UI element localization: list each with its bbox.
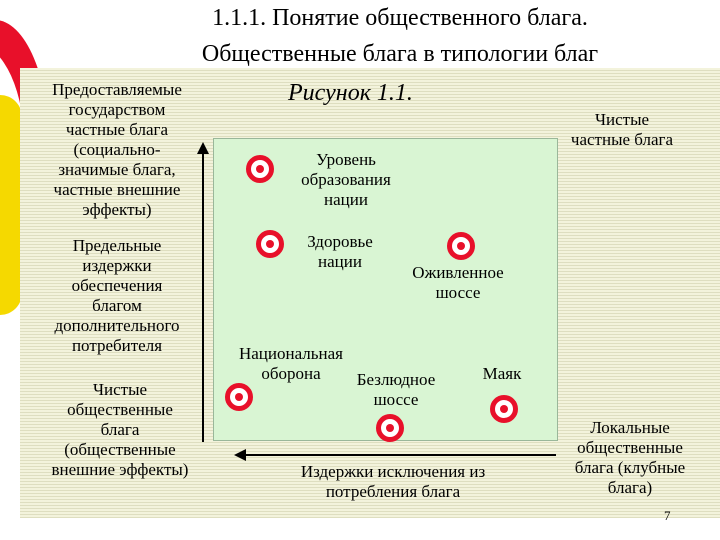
label-line: нации xyxy=(318,252,362,271)
label-line: потребления блага xyxy=(325,482,461,501)
label-line: обеспечения xyxy=(71,276,163,295)
label-line: Чистые xyxy=(594,110,650,129)
label-line: (общественные xyxy=(64,440,176,459)
label-line: нации xyxy=(324,190,368,209)
label-line: Предельные xyxy=(72,236,162,255)
label-line: Издержки исключения из xyxy=(300,462,486,481)
label-line: Уровень xyxy=(316,150,376,169)
label-line: шоссе xyxy=(373,390,419,409)
label-line: шоссе xyxy=(435,283,481,302)
label-line: (социально- xyxy=(73,140,161,159)
slide-title-line2: Общественные блага в типологии благ xyxy=(201,41,599,67)
label-line: государством xyxy=(68,100,166,119)
label-line: общественные xyxy=(577,438,683,457)
label-line: частные блага xyxy=(570,130,674,149)
label-line: Оживленное xyxy=(412,263,504,282)
x-axis-arrowhead xyxy=(234,449,246,461)
label-line: частные внешние xyxy=(53,180,181,199)
label-line: блага (клубные xyxy=(574,458,686,477)
label-line: Предоставляемые xyxy=(52,80,182,99)
label-line: благом xyxy=(92,296,142,315)
label-line: издержки xyxy=(82,256,152,275)
label-line: потребителя xyxy=(71,336,163,355)
label-line: блага) xyxy=(607,478,653,497)
label-line: частные блага xyxy=(65,120,169,139)
label-line: значимые блага, xyxy=(58,160,176,179)
x-axis-label xyxy=(258,462,528,502)
y-axis-arrowhead xyxy=(197,142,209,154)
label-line: Национальная xyxy=(238,344,343,363)
slide-title-line1: 1.1.1. Понятие общественного блага. xyxy=(212,5,588,31)
label-line: Здоровье xyxy=(307,232,373,251)
label-line: Локальные xyxy=(590,418,670,437)
good-label-lighthouse: Маяк xyxy=(482,364,522,383)
label-line: Безлюдное xyxy=(356,370,436,389)
label-line: блага xyxy=(100,420,140,439)
label-line: внешние эффекты) xyxy=(51,460,189,479)
label-line: Чистые xyxy=(92,380,148,399)
label-line: образования xyxy=(301,170,391,189)
label-line: общественные xyxy=(67,400,173,419)
label-line: оборона xyxy=(261,364,321,383)
label-line: дополнительного xyxy=(54,316,180,335)
label-line: эффекты) xyxy=(82,200,152,219)
page-number: 7 xyxy=(664,508,671,523)
figure-label: Рисунок 1.1. xyxy=(288,80,413,106)
